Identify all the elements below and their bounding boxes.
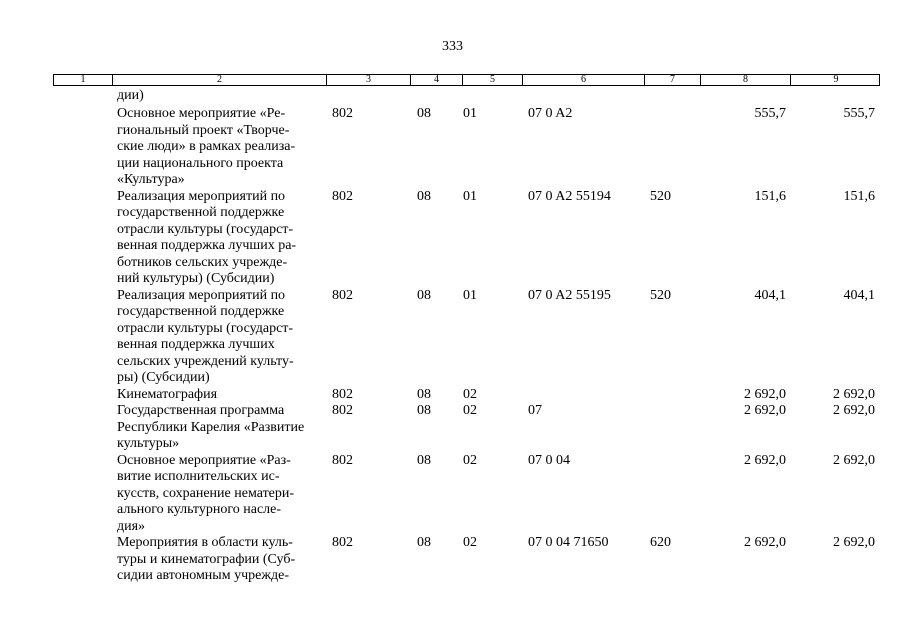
cell-col9: 404,1 [843, 287, 875, 303]
row-description-line: ции национального проекта [117, 155, 284, 171]
cell-col6: 07 0 04 [528, 452, 570, 468]
header-cell: 4 [410, 75, 462, 85]
cell-col9: 555,7 [843, 106, 875, 121]
cell-col6: 07 0 04 71650 [528, 535, 609, 550]
cell-col7: 520 [650, 287, 671, 303]
cell-col7: 520 [650, 188, 671, 204]
cell-col6: 07 0 A2 55195 [528, 287, 611, 303]
cell-col3: 802 [332, 403, 353, 418]
row-description-line: отрасли культуры (государст- [117, 221, 294, 237]
row-description-line: кусств, сохранение нематери- [117, 485, 295, 501]
cell-col6: 07 [528, 403, 542, 418]
cell-col5: 02 [463, 452, 477, 468]
row-description-line: Кинематография [117, 386, 218, 402]
cell-col4: 08 [417, 188, 431, 204]
cell-col9: 2 692,0 [833, 403, 875, 418]
row-description-line: ры) (Субсидии) [117, 370, 210, 385]
cell-col9: 2 692,0 [833, 452, 875, 468]
header-cell: 8 [700, 75, 790, 85]
cell-col3: 802 [332, 106, 353, 121]
continuation-text: дии) [117, 88, 144, 103]
cell-col3: 802 [332, 535, 353, 550]
cell-col5: 01 [463, 287, 477, 303]
cell-col8: 2 692,0 [744, 452, 786, 468]
row-description-line: Основное мероприятие «Раз- [117, 452, 291, 468]
page-number: 333 [442, 39, 463, 54]
cell-col5: 01 [463, 106, 477, 121]
row-description-line: Реализация мероприятий по [117, 287, 286, 303]
cell-col4: 08 [417, 452, 431, 468]
cell-col9: 2 692,0 [833, 535, 875, 550]
cell-col7: 620 [650, 535, 671, 550]
table-header [53, 74, 880, 86]
header-cell: 1 [80, 74, 86, 85]
row-description-line: ний культуры) (Субсидии) [117, 271, 275, 286]
cell-col8: 2 692,0 [744, 386, 786, 402]
row-description-line: гиональный проект «Творче- [117, 122, 290, 138]
row-description-line: Основное мероприятие «Ре- [117, 106, 286, 121]
cell-col8: 2 692,0 [744, 535, 786, 550]
cell-col3: 802 [332, 452, 353, 468]
row-description-line: дия» [117, 518, 146, 534]
cell-col9: 151,6 [843, 188, 875, 204]
row-description-line: Республики Карелия «Развитие [117, 419, 305, 435]
row-description-line: витие исполнительских ис- [117, 469, 280, 484]
header-cell: 2 [112, 75, 326, 85]
cell-col3: 802 [332, 386, 353, 402]
cell-col8: 555,7 [754, 106, 786, 121]
cell-col4: 08 [417, 287, 431, 303]
row-description-line: туры и кинематографии (Суб- [117, 551, 296, 567]
cell-col3: 802 [332, 287, 353, 303]
row-description-line: ботников сельских учрежде- [117, 254, 288, 270]
cell-col4: 08 [417, 386, 431, 402]
row-description-line: ские люди» в рамках реализа- [117, 139, 296, 154]
cell-col4: 08 [417, 403, 431, 418]
row-description-line: Мероприятия в области куль- [117, 535, 293, 550]
cell-col8: 2 692,0 [744, 403, 786, 418]
header-cell: 7 [644, 75, 700, 85]
cell-col6: 07 0 A2 55194 [528, 188, 611, 204]
header-cell: 5 [462, 75, 522, 85]
row-description-line: государственной поддержке [117, 304, 285, 319]
cell-col4: 08 [417, 106, 431, 121]
cell-col6: 07 0 A2 [528, 106, 573, 121]
row-description-line: сельских учреждений культу- [117, 353, 294, 369]
row-description-line: Государственная программа [117, 403, 285, 418]
cell-col5: 02 [463, 386, 477, 402]
cell-col5: 02 [463, 535, 477, 550]
row-description-line: государственной поддержке [117, 205, 285, 220]
row-description-line: венная поддержка лучших ра- [117, 238, 297, 253]
row-description-line: венная поддержка лучших [117, 337, 275, 352]
cell-col5: 01 [463, 188, 477, 204]
cell-col8: 404,1 [754, 287, 786, 303]
cell-col9: 2 692,0 [833, 386, 875, 402]
row-description-line: «Культура» [117, 172, 185, 187]
cell-col4: 08 [417, 535, 431, 550]
row-description-line: ального культурного насле- [117, 502, 282, 517]
row-description-line: сидии автономным учрежде- [117, 568, 289, 583]
row-description-line: отрасли культуры (государст- [117, 320, 294, 336]
cell-col3: 802 [332, 188, 353, 204]
header-cell: 9 [790, 75, 881, 85]
header-cell: 3 [326, 75, 410, 85]
row-description-line: культуры» [117, 436, 180, 451]
row-description-line: Реализация мероприятий по [117, 188, 286, 204]
header-cell: 6 [522, 75, 644, 85]
cell-col5: 02 [463, 403, 477, 418]
cell-col8: 151,6 [754, 188, 786, 204]
